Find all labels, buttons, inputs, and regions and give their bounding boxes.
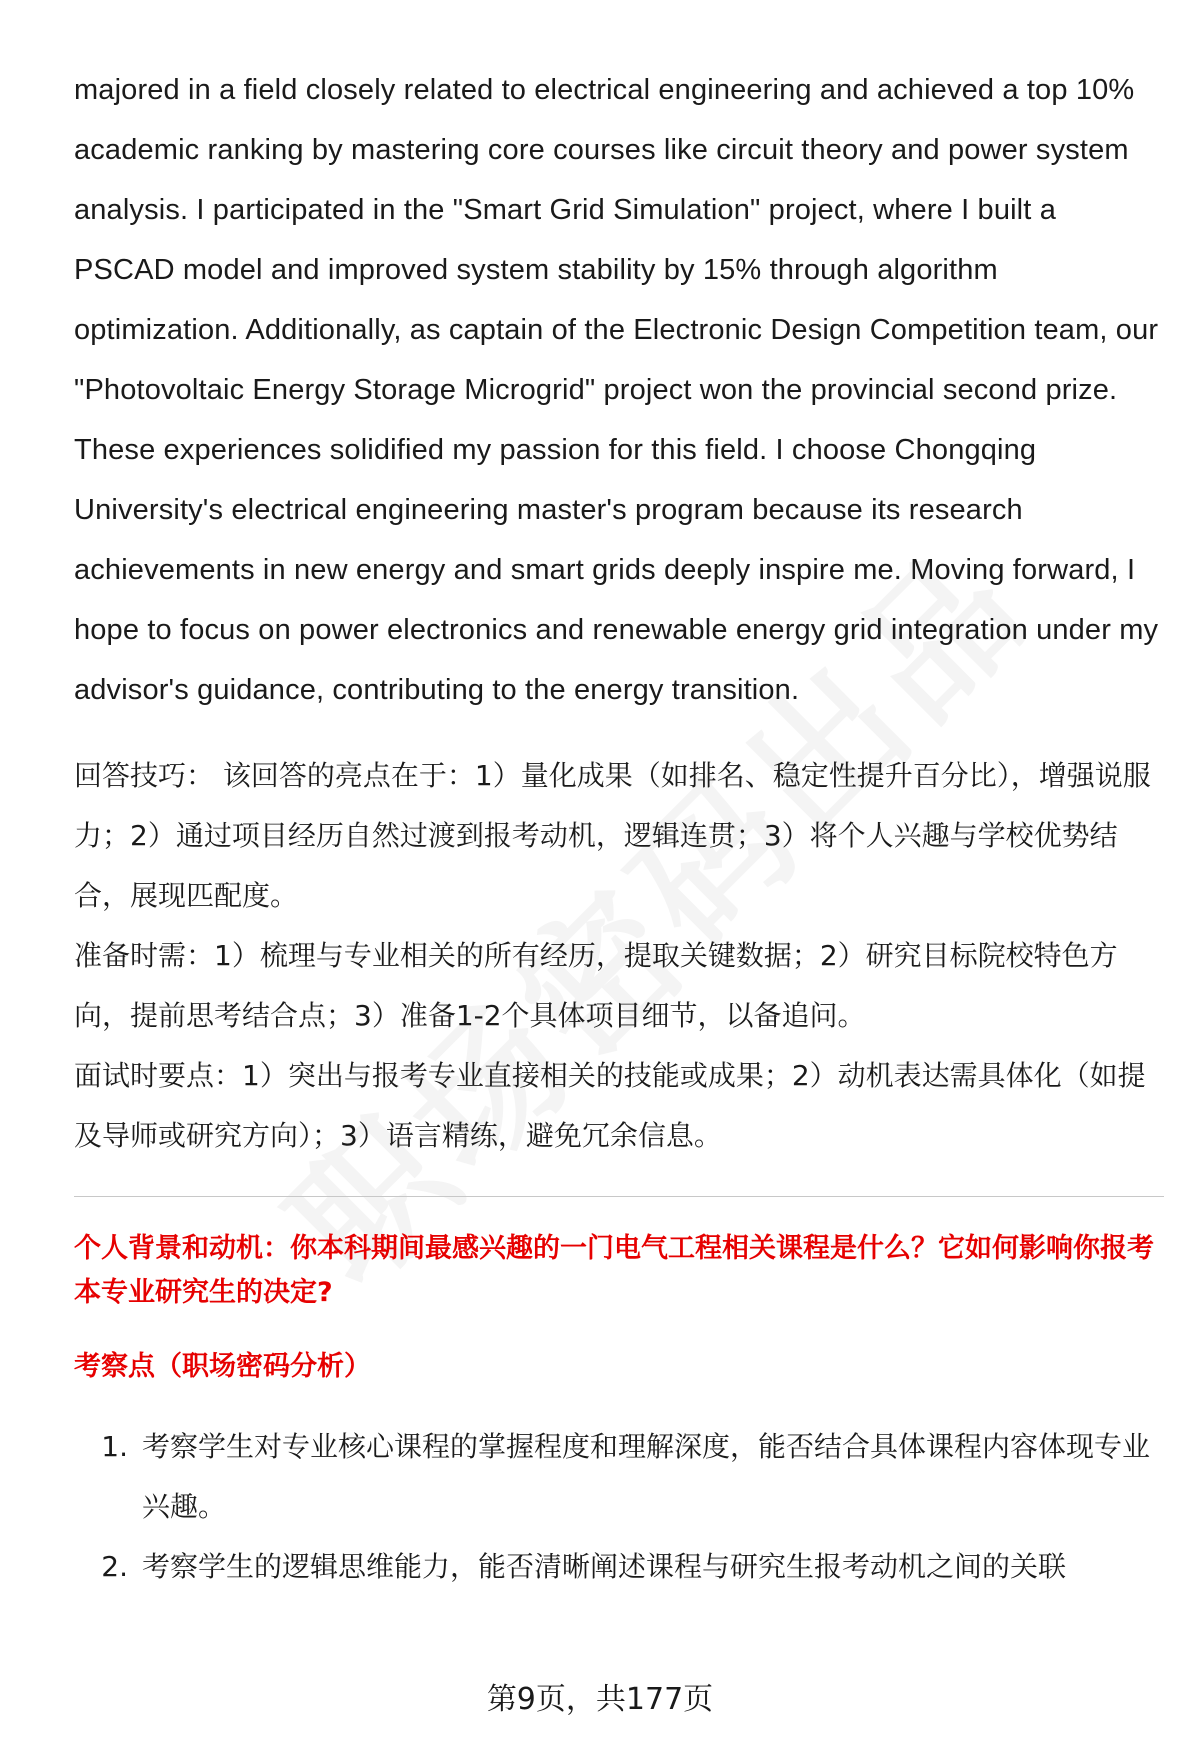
question-heading: 个人背景和动机：你本科期间最感兴趣的一门电气工程相关课程是什么？它如何影响你报考本专业研究生的决定? <box>74 1233 1154 1308</box>
tip-answer-technique: 回答技巧： 该回答的亮点在于：1）量化成果（如排名、稳定性提升百分比），增强说服力；2）通过项目经历自然过渡到报考动机，逻辑连贯；3）将个人兴趣与学校优势结合，展现匹配度。 <box>74 759 1151 912</box>
document-page <box>74 60 1164 1597</box>
section-title: 考察点（职场密码分析） <box>74 1351 371 1382</box>
tip-interview-points: 面试时要点：1）突出与报考专业直接相关的技能或成果；2）动机表达需具体化（如提及导师或研究方向）；3）语言精练，避免冗余信息。 <box>74 1059 1146 1152</box>
tip-preparation: 准备时需：1）梳理与专业相关的所有经历，提取关键数据；2）研究目标院校特色方向，提前思考结合点；3）准备1-2个具体项目细节，以备追问。 <box>74 939 1118 1032</box>
section-divider <box>74 1196 1164 1197</box>
tips-block <box>74 746 1164 1166</box>
list-item <box>74 1417 1164 1537</box>
list-item <box>74 1537 1164 1597</box>
list-item-number: 1. <box>101 1430 128 1463</box>
answer-paragraph: majored in a field closely related to electrical engineering and achieved a top 10% academic ranking by mastering core courses like circuit theory and power system analysis. I participated in the "Smart Grid Simulation" project, where I built a PSCAD model and improved system stability by 15% through algorithm optimization. Additionally, as captain of the Electronic Design Competition team, our "Photovoltaic Energy Storage Microgrid" project won the provincial second prize. These experiences solidified my passion for this field. I choose Chongqing University's electrical engineering master's program because its research achievements in new energy and smart grids deeply inspire me. Moving forward, I hope to focus on power electronics and renewable energy grid integration under my advisor's guidance, contributing to the energy transition. <box>74 74 1159 706</box>
page-number: 第9页，共177页 <box>486 1682 714 1717</box>
list-item-text: 考察学生对专业核心课程的掌握程度和理解深度，能否结合具体课程内容体现专业兴趣。 <box>142 1430 1151 1523</box>
list-item-text: 考察学生的逻辑思维能力，能否清晰阐述课程与研究生报考动机之间的关联 <box>142 1550 1067 1583</box>
assessment-points-list <box>74 1417 1164 1597</box>
list-item-number: 2. <box>101 1550 128 1583</box>
